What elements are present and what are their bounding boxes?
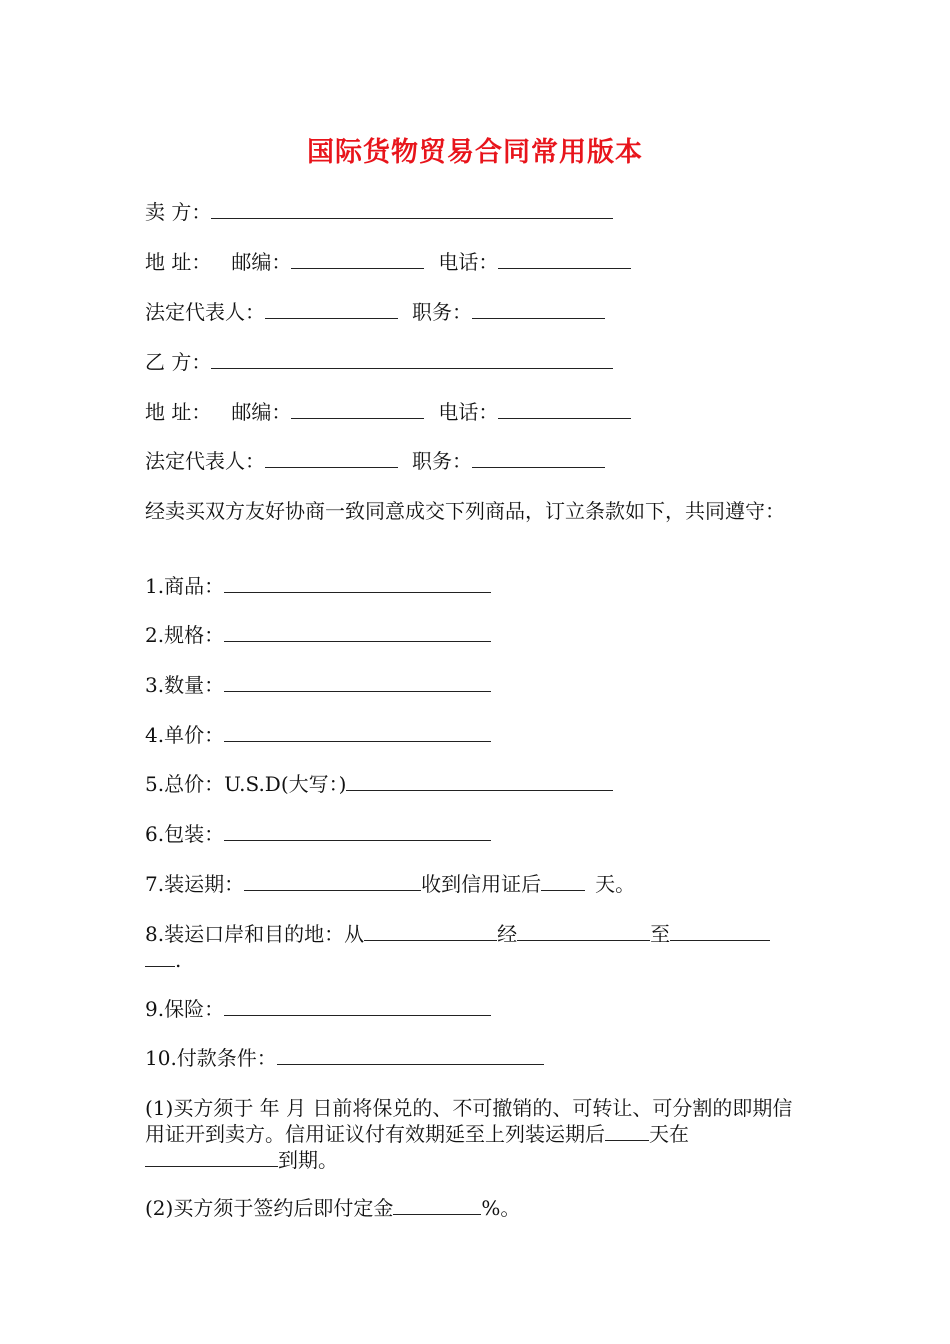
payment-term-1-place: 天在 <box>649 1122 689 1146</box>
seller-zip-label: 邮编： <box>231 250 292 274</box>
payment-term-2-text: (2)买方须于签约后即付定金 <box>145 1196 394 1220</box>
item-5-blank[interactable] <box>346 772 613 791</box>
buyer-tel-blank[interactable] <box>498 400 631 419</box>
payment-term-1-place-blank[interactable] <box>145 1148 278 1167</box>
payment-term-2-end: %。 <box>481 1196 521 1220</box>
item-8-to: 至 <box>650 922 671 946</box>
seller-tel-label: 电话： <box>438 250 499 274</box>
item-10-line <box>145 1045 810 1071</box>
buyer-line <box>145 349 810 375</box>
seller-post-blank[interactable] <box>472 300 605 319</box>
buyer-blank[interactable] <box>211 350 613 369</box>
item-7-days-blank[interactable] <box>541 872 585 891</box>
payment-term-1-end: 到期。 <box>278 1148 338 1172</box>
buyer-post-label: 职务： <box>412 449 472 473</box>
item-7-blank[interactable] <box>244 872 421 891</box>
item-1-label: 1.商品： <box>145 574 225 598</box>
item-4-label: 4.单价： <box>145 723 225 747</box>
item-8-via: 经 <box>497 922 518 946</box>
seller-label: 卖 方： <box>145 200 212 224</box>
buyer-address-label: 地 址： <box>145 400 212 424</box>
item-8-to-blank[interactable] <box>670 922 770 941</box>
item-1-blank[interactable] <box>224 574 491 593</box>
item-2-line <box>145 622 810 648</box>
seller-rep-blank[interactable] <box>265 300 398 319</box>
payment-term-1-text: (1)买方须于 年 月 日前将保兑的、不可撤销的、可转让、可分割的即期信用证开到卖方。信用证议付有效期延至上列装运期后 <box>145 1096 793 1146</box>
seller-blank[interactable] <box>211 200 613 219</box>
item-8-end: . <box>175 948 182 972</box>
seller-post-label: 职务： <box>412 300 472 324</box>
item-5-label: 5.总价：U.S.D(大写：) <box>145 772 347 796</box>
item-5-line <box>145 771 810 797</box>
item-7-label: 7.装运期： <box>145 872 245 896</box>
buyer-rep-line <box>145 448 810 474</box>
buyer-post-blank[interactable] <box>472 449 605 468</box>
item-9-line <box>145 996 810 1022</box>
item-4-line <box>145 722 810 748</box>
item-8-to-blank-cont[interactable] <box>145 948 175 967</box>
item-7-end: 天。 <box>595 872 636 896</box>
item-4-blank[interactable] <box>224 723 491 742</box>
item-6-blank[interactable] <box>224 822 491 841</box>
item-1-line <box>145 573 810 599</box>
buyer-zip-blank[interactable] <box>291 400 424 419</box>
payment-term-1-days-blank[interactable] <box>605 1122 649 1141</box>
buyer-zip-label: 邮编： <box>231 400 292 424</box>
item-8-via-blank[interactable] <box>517 922 650 941</box>
item-9-blank[interactable] <box>224 997 491 1016</box>
item-3-blank[interactable] <box>224 673 491 692</box>
item-3-line <box>145 672 810 698</box>
seller-line <box>145 199 810 225</box>
buyer-label: 乙 方： <box>145 350 212 374</box>
payment-term-1 <box>145 1095 810 1173</box>
item-6-label: 6.包装： <box>145 822 225 846</box>
seller-tel-blank[interactable] <box>498 250 631 269</box>
item-9-label: 9.保险： <box>145 997 225 1021</box>
item-10-blank[interactable] <box>277 1046 544 1065</box>
seller-rep-label: 法定代表人： <box>145 300 265 324</box>
buyer-rep-blank[interactable] <box>265 449 398 468</box>
item-7-line <box>145 871 810 897</box>
item-8-label: 8.装运口岸和目的地：从 <box>145 922 365 946</box>
item-8-line <box>145 921 810 973</box>
intro-paragraph: 经卖买双方友好协商一致同意成交下列商品，订立条款如下，共同遵守： <box>145 499 785 523</box>
item-10-label: 10.付款条件： <box>145 1046 277 1070</box>
seller-rep-line <box>145 299 810 325</box>
item-8-from-blank[interactable] <box>364 922 497 941</box>
buyer-tel-label: 电话： <box>438 400 499 424</box>
seller-address-label: 地 址： <box>145 250 212 274</box>
buyer-address-line <box>145 399 810 425</box>
buyer-rep-label: 法定代表人： <box>145 449 265 473</box>
seller-address-line <box>145 249 810 275</box>
seller-zip-blank[interactable] <box>291 250 424 269</box>
item-6-line <box>145 821 810 847</box>
item-2-blank[interactable] <box>224 623 491 642</box>
item-3-label: 3.数量： <box>145 673 225 697</box>
document-title: 国际货物贸易合同常用版本 <box>307 137 643 168</box>
payment-term-2 <box>145 1195 810 1221</box>
payment-term-2-blank[interactable] <box>393 1196 481 1215</box>
item-2-label: 2.规格： <box>145 623 225 647</box>
item-7-mid: 收到信用证后 <box>421 872 542 896</box>
